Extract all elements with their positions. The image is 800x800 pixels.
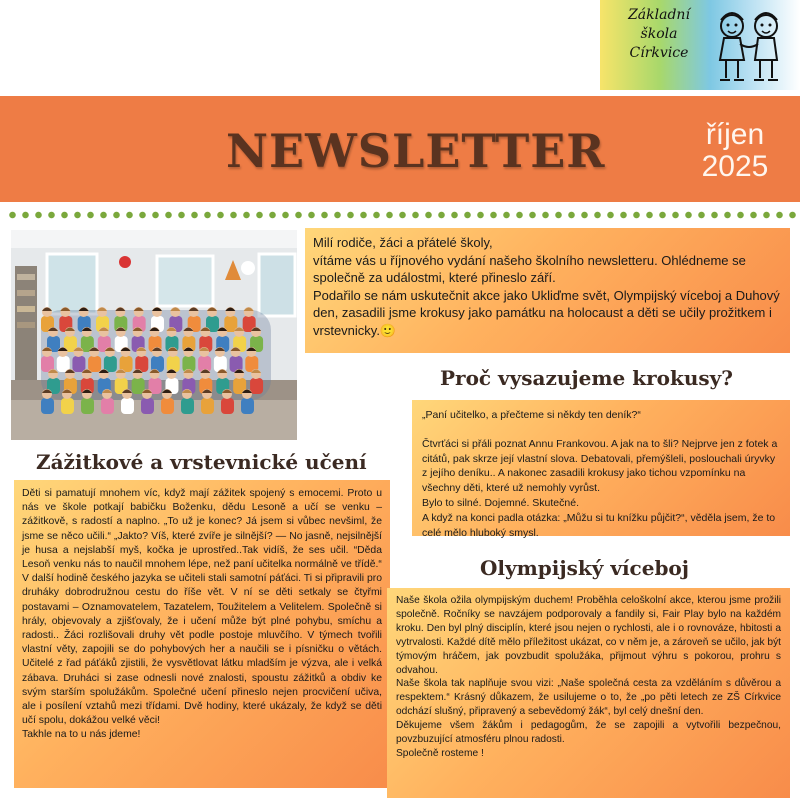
photo-child-body: [61, 398, 74, 414]
photo-child-body: [41, 398, 54, 414]
zazitky-text: Děti si pamatují mnohem víc, když mají zážitek spojený s emocemi. Proto u nás ve škole potkají babičku Boženku, dědu Lesoně a učí se venku – zážitkově, s radostí a naplno. „To už je konec? Já jsem si vůbec nevšiml, že jsme se něco učili.“ „Jakto? Víš, které zvíře je silnější? — No jasně, nejsilnější je husa a nejslabší myš, kočka je uprostřed..Tak vidíš, že ses učil. “Děda Lesoň venku nás to naučil mnohem lépe, než paní učitelka normálně ve třídě.“ V další hodině českého jazyka se učiteli stali samotní páťáci. Ti si připravili pro druháky dobrodružnou cestu do říše vět. V ní se děti setkaly se čtyřmi postavami – Oznamovatelem, Tazatelem, Toužitelem a Velitelem. Společně si hrály, objevovaly a zjišťovaly, že i učení může být plné pohybu, smíchu a radosti.. Žáci rozlišovali druhy vět podle postoje mluvčího. V týmech tvořili vlastní věty, zapojili se do pohybových her a naučili se i písničku o větách. Učitelé z řad páťáků zjistili, že vysvětlovat látku mladším je výzva, ale i velká zábava. Druháci si zase odnesli nové znalosti, spoustu zážitků a obdiv ke svým starším spolužákům. Společné učení přineslo nejen procvičení učiva, ale i posílení vztahů mezi třídami. Dvě hodiny, které ukázaly, že když se děti učí spolu, dokážou velké věci! Takhle na to u nás jdeme!: [22, 488, 382, 741]
olymp-text: Naše škola ožila olympijským duchem! Proběhla celoškolní akce, kterou jsme prožili společně. Ročníky se navzájem podporovaly a fandily si, Fair Play bylo na každém kroku. Den byl plný disciplín, které jsou nejen o rychlosti, ale i o rovnováze, hbitosti a vytrvalosti. Každé dítě mělo příležitost ukázat, co v něm je, a zároveň se učilo, jak být týmovým hráčem, jak povzbudit spolužáka, přijmout výhru s pokorou, prohru s odvahou. Naše škola tak naplňuje svou vizi: „Naše společná cesta za vzděláním s důvěrou a respektem.“ Krásný důkazem, že usilujeme o to, že „po pěti letech ze ZŠ Církvice odchází slušný, připravený a sebevědomý žák“, byl celý dnešní den. Děkujeme všem žákům i pedagogům, že se zapojili a vytvořili bezpečnou, povzbuzující atmosféru plnou radosti. Společně rosteme !: [396, 595, 781, 759]
zazitky-box: [14, 480, 390, 788]
group-photo-illustration: [11, 230, 297, 440]
photo-child-body: [181, 398, 194, 414]
photo-child-body: [221, 398, 234, 414]
photo-child-body: [101, 398, 114, 414]
olymp-heading: Olympijský víceboj: [480, 556, 690, 580]
logo-text: [614, 6, 704, 63]
photo-child-body: [201, 398, 214, 414]
photo-child-body: [72, 356, 85, 372]
photo-child-body: [141, 398, 154, 414]
photo-child-body: [161, 398, 174, 414]
photo-child-body: [250, 378, 263, 394]
krokusy-quote: „Paní učitelko, a přečteme si někdy ten deník?“: [422, 409, 641, 421]
children-drawing-icon: [706, 6, 792, 86]
issue-year: 2025: [701, 150, 769, 183]
krokusy-box: [412, 400, 790, 539]
zazitky-heading: Zážitkové a vrstevnické učení: [36, 450, 367, 474]
krokusy-gap: [422, 423, 780, 437]
olymp-box: [387, 588, 790, 798]
issue-month: říjen: [705, 118, 765, 151]
intro-box: [305, 228, 790, 353]
dotted-divider: [6, 210, 796, 220]
intro-text: Milí rodiče, žáci a přátelé školy, vítáme vás u říjnového vydání našeho školního newsletteru. Ohlédneme se společně za událostmi, které přineslo září. Podařilo se nám uskutečnit akce jako Ukliďme svět, Olympijský víceboj a Duhový den, zasadili jsme krokusy jako památku na holocaust a děti se učily prožitkem i vrstevnicky.🙂: [313, 235, 780, 338]
school-logo: [600, 0, 800, 90]
logo-line-2: škola: [640, 26, 678, 42]
photo-child-body: [88, 356, 101, 372]
krokusy-text: Čtvrťáci si přáli poznat Annu Frankovou. A jak na to šli? Nejprve jen z fotek a citátů, pak skrze její vlastní slova. Debatovali, přemýšleli, poslouchali úryvky z jejího deníku.. A nakonec zasadili krokusy jako tichou vzpomínku na všechny děti, které už nemohly vyrůst. Bylo to silné. Dojemné. Skutečné. A když na konci padla otázka: „Můžu si tu knížku půjčit?“, věděla jsem, že to celé mělo hluboký smysl.: [422, 437, 778, 539]
krokusy-heading: Proč vysazujeme krokusy?: [440, 366, 733, 390]
class-group-photo: [11, 230, 297, 440]
photo-child-body: [121, 398, 134, 414]
logo-line-3: Církvice: [629, 45, 689, 61]
photo-child-body: [81, 398, 94, 414]
newsletter-title: NEWSLETTER: [226, 124, 606, 178]
logo-line-1: Základní: [628, 7, 690, 23]
photo-child-body: [241, 398, 254, 414]
